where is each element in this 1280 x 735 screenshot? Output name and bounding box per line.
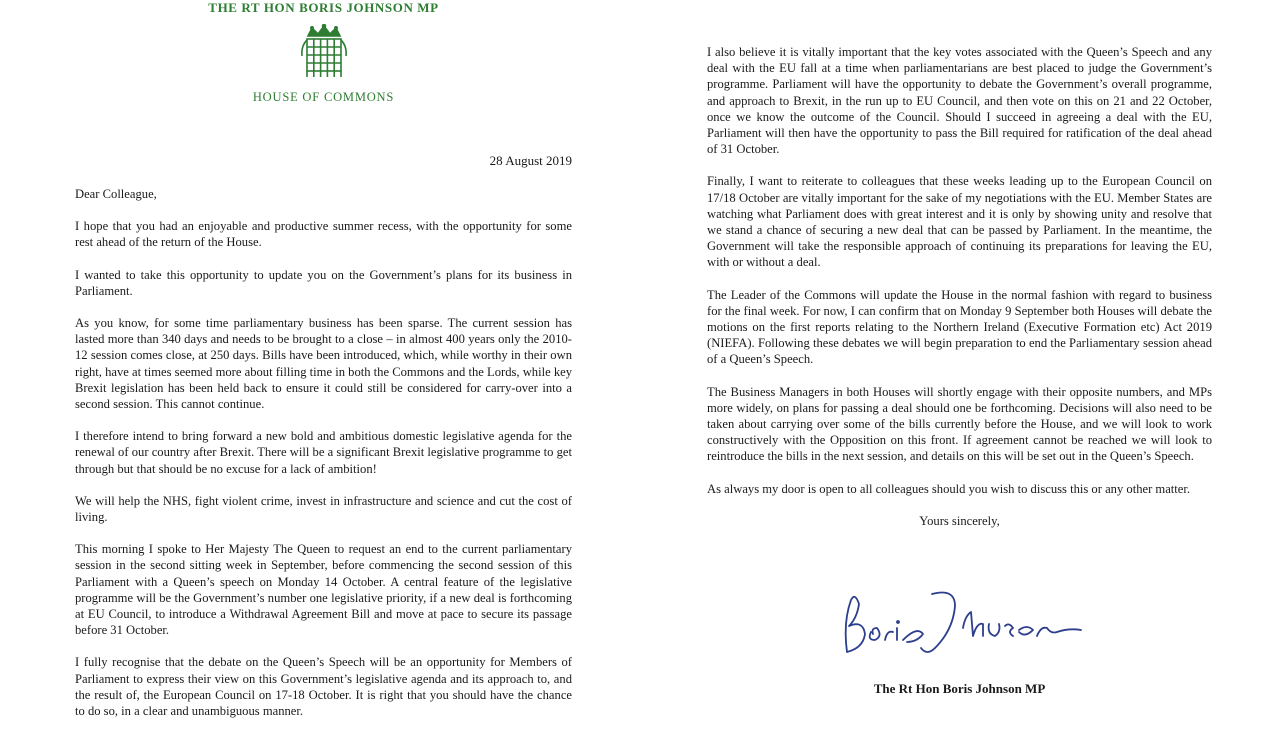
paragraph: I therefore intend to bring forward a new bold and ambitious domestic legislative agenda for the renewal of our country after Brexit. There will be a significant Brexit legislative programme to get through but that should be no excuse for a lack of ambition! [75, 429, 572, 476]
letterhead-house: HOUSE OF COMMONS [252, 90, 395, 104]
left-body [75, 186, 572, 735]
portcullis-icon [298, 24, 350, 80]
paragraph: I fully recognise that the debate on the Queen’s Speech will be an opportunity for Members of Parliament to express their view on this Government’s legislative agenda and its approach to, and the result of, the European Council on 17-18 October. It is right that you should have the chance to do so, in a clear and unambiguous manner. [75, 655, 572, 719]
signatory-name: The Rt Hon Boris Johnson MP [873, 681, 1046, 696]
paragraph: I wanted to take this opportunity to update you on the Government’s plans for its business in Parliament. [75, 267, 572, 298]
closing: Yours sincerely, [919, 513, 1000, 528]
paragraph: I hope that you had an enjoyable and productive summer recess, with the opportunity for some rest ahead of the return of the House. [75, 219, 572, 250]
paragraph: We will help the NHS, fight violent crime, invest in infrastructure and science and cut the cost of living. [75, 493, 572, 525]
paragraph: Finally, I want to reiterate to colleagues that these weeks leading up to the European Council on 17/18 October are vitally important for the sake of my negotiations with the EU. Member States are watching what Parliament does with great interest and it is only by showing unity and resolve that we stand a chance of securing a new deal that can be passed by Parliament. In the meantime, the Government will take the responsible approach of continuing its preparations for leaving the EU, with or without a deal. [707, 174, 1212, 270]
paragraph: As always my door is open to all colleagues should you wish to discuss this or any other matter. [707, 481, 1191, 496]
paragraph: The Leader of the Commons will update the House in the normal fashion with regard to business for the final week. For now, I can confirm that on Monday 9 September both Houses will debate the motions on the first reports relating to the Northern Ireland (Executive Formation etc) Act 2019 (NIEFA). Following these debates we will begin preparation to end the Parliamentary session ahead of a Queen’s Speech. [707, 287, 1212, 367]
handwritten-signature [837, 582, 1087, 660]
paragraph: As you know, for some time parliamentary business has been sparse. The current session has lasted more than 340 days and needs to be brought to a close – in almost 400 years only the 2010-12 session comes close, at 250 days. Bills have been introduced, which, while worthy in their own right, have at times seemed more about filling time in both the Commons and the Lords, while key Brexit legislation has been held back to ensure it could still be considered for carry-over into a second session. This cannot continue. [75, 316, 573, 412]
letterhead-name: THE RT HON BORIS JOHNSON MP [208, 0, 439, 15]
right-body [707, 44, 1212, 545]
paragraph: I also believe it is vitally important that the key votes associated with the Queen’s Speech and any deal with the EU fall at a time when parliamentarians are best placed to judge the Government’s programme. Parliament will have the opportunity to debate the Government’s overall programme, and approach to Brexit, in the run up to EU Council, and then vote on this on 21 and 22 October, once we know the outcome of the Council. Should I succeed in agreeing a deal with the EU, Parliament will then have the opportunity to pass the Bill required for ratification of the deal ahead of 31 October. [707, 45, 1212, 157]
letter-date: 28 August 2019 [489, 153, 572, 168]
paragraph: This morning I spoke to Her Majesty The Queen to request an end to the current parliamentary session in the second sitting week in September, before commencing the second session of this Parliament with a Queen’s speech on Monday 14 October. A central feature of the legislative programme will be the Government’s number one legislative priority, if a new deal is forthcoming at EU Council, to introduce a Withdrawal Agreement Bill and move at pace to secure its passage before 31 October. [75, 542, 572, 638]
paragraph: The Business Managers in both Houses will shortly engage with their opposite numbers, and MPs more widely, on plans for passing a deal should one be forthcoming. Decisions will also need to be taken about carrying over some of the bills currently before the House, and we will look to work constructively with the Opposition on this front. If agreement cannot be reached we will look to reintroduce the bills in the next session, and details on this will be set out in the Queen’s Speech. [707, 384, 1212, 464]
salutation: Dear Colleague, [75, 187, 157, 201]
